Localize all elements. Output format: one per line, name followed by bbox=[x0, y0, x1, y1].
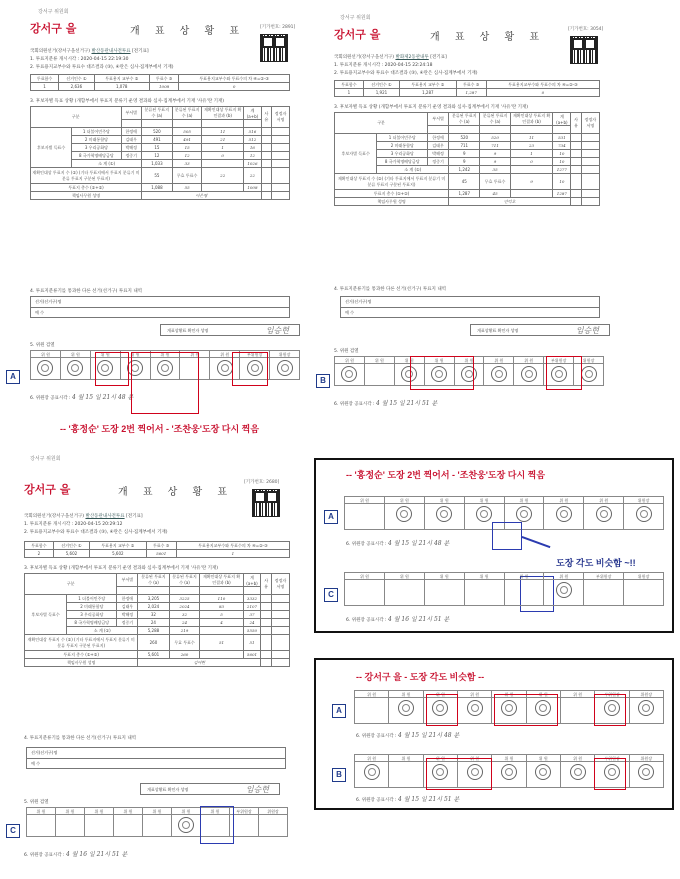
label-a: A bbox=[324, 510, 338, 524]
other-election-box: 선거(선거구)명 예 수 bbox=[340, 296, 600, 318]
highlight-stamp-2 bbox=[131, 352, 199, 414]
form-number: [기가번호: 2891] bbox=[260, 25, 296, 30]
panel-2-time-a: 6. 위원장 공표시각 : 4 월 15 일 21시 48 분 bbox=[356, 732, 460, 739]
header-table: 투표함수 선거인수 ① 투표용지 교부수 ② 투표수 ③ 투표용지교부수와 투표수의 차 ④=②-③ 2 5,602 5,602 5601 1 bbox=[24, 541, 290, 558]
header-info: 국회의원선거(강서구을선거구) 발화제2동관내투 [전기표] 1. 투표지분류 개시시각 : 2020-04-15 22:24:18 2. 투표용지교부수와 투표수 대조결과 (③), ④란은 심사·집계부에서 기재) bbox=[334, 55, 478, 76]
candidate-table: 구분 부서별 분류된 투표지 수 (a) 분류된 투표지 수 (a) 재확인대상 투표지 확인결과 (b) 계 (a+b) 사 유 정정자 서명 후보자별 득표수 1 더불어민주당 한정애 520 520 11 531 2 미래통합당 김태우 711 711 23 734 3 우리공화당 박해정 9 9 1 10 8 국가혁명배당금당 정중기 9 9 0 10 소 계 (①) 1,242 35 1277 재확인대상 투표지 수 (②) (기타 투표지에서 투표지 분류기 미분류 투표지 구분된 투표지) 45 무효 투표수 9 10 투표지 총수 (①+②) 1,287 45 1287 책임사무원 성명 안덕호 bbox=[334, 112, 600, 206]
stamp-row-c: 위 원 위 원 위 원 위 원 위 원 위 원 위 원 부위원장 위원장 bbox=[26, 807, 288, 837]
panel-1-caption: -- '홍정순' 도장 2번 찍어서 - '조찬웅'도장 다시 찍음 bbox=[346, 470, 546, 480]
section-5-title: 5. 위원 검열 bbox=[334, 349, 359, 354]
label-a: A bbox=[6, 370, 20, 384]
section-4-title: 4. 투표지분류기를 통과한 다른 선거(선거구) 투표지 내역 bbox=[334, 287, 447, 292]
seal-icon bbox=[217, 360, 233, 376]
qr-code-icon bbox=[570, 36, 598, 64]
sheet-title: 개 표 상 황 표 bbox=[430, 32, 546, 43]
stamp-row-a: 위 원 위 원 위 원 위 원 위 원 위 원 위 원 부위원장 위원장 bbox=[30, 350, 300, 380]
highlight-stamp-2 bbox=[546, 356, 582, 390]
confirmer-box: 개표상황표 확인자 성명 임승현 bbox=[140, 783, 280, 795]
highlight-stamp-3 bbox=[594, 694, 626, 726]
section-6-title: 6. 위원장 공표시각 : 4 월 15 일 21시 48 분 bbox=[30, 394, 134, 401]
header-info: 국회의원선거(강서구을선거구) 발산동관내사전투표 [전기표] 1. 투표지분류 개시시각 : 2020-04-15 20:29:12 2. 투표용지교부수와 투표수 대조결과 (③), ④란은 심사·집계부에서 기재) bbox=[24, 514, 168, 535]
section-4-title: 4. 투표지분류기를 통과한 다른 선거(선거구) 투표지 내역 bbox=[30, 289, 143, 294]
start-time: 1. 투표지분류 개시시각 : 2020-04-15 22:19:30 bbox=[30, 57, 129, 62]
tally-sheet-c bbox=[20, 455, 300, 875]
tally-sheet-a bbox=[20, 8, 320, 408]
label-a: A bbox=[332, 704, 346, 718]
candidate-table: 구분 부서별 분류된 투표지 수 (a) 분류된 투표지 수 (a) 재확인대상 투표지 확인결과 (b) 계 (a+b) 사 유 정정자 서명 후보자별 득표수 1 더불어민주당 한정애 520 505 11 516 2 미래통합당 김태우 491 491 21 512 3 우리공화당 박해정 15 15 1 16 8 국가혁명배당금당 정중기 12 12 0 12 소 계 (①) 1,033 33 1026 재확인대상 투표지 수 (②) (기타 투표지에서 투표지 분류기 미분류 투표지 구분된 투표지) 55 무효 투표수 22 22 투표지 총수 (①+②) 1,088 55 1008 책임사무원 성명 이은영 bbox=[30, 106, 290, 200]
seal-icon bbox=[491, 366, 507, 382]
highlight-stamp-3 bbox=[232, 352, 268, 386]
panel-2-stamps-b: 위 원 위 원 위 원 위 원 위 원 위 원 위 원 부위원장 위원장 bbox=[354, 754, 664, 788]
seal-icon bbox=[67, 360, 83, 376]
seal-icon bbox=[178, 817, 194, 833]
polling-unit: 발산동관내사전투표 bbox=[91, 49, 131, 54]
highlight-stamp-blue bbox=[200, 806, 234, 844]
form-number: [기가번호: 3054] bbox=[568, 27, 604, 32]
confirmer-signature: 임승현 bbox=[265, 326, 289, 335]
confirmer-box: 개표상황표 확인자 성명 임승현 bbox=[470, 324, 610, 336]
header-table: 투표함수 선거인수 ① 투표용지 교부수 ② 투표수 ③ 투표용지교부수와 투표수의 차 ④=②-③ 1 1,921 1,287 1,287 0 bbox=[334, 80, 600, 97]
qr-code-icon bbox=[260, 34, 288, 62]
section-5-title: 5. 위원 검열 bbox=[24, 800, 49, 805]
panel-2-time-b: 6. 위원장 공표시각 : 4 월 15 일 21시 51 분 bbox=[356, 796, 460, 803]
panel-1-stamps-c: 위 원 위 원 위 원 위 원 위 원 위 원 부위원장 위원장 bbox=[344, 572, 664, 606]
district-title: 강서구 을 bbox=[24, 483, 71, 496]
main-caption: -- '홍정순' 도장 2번 찍어서 - '조찬웅'도장 다시 찍음 bbox=[60, 424, 260, 434]
candidate-table: 구분 부서별 분류된 투표지 수 (a) 분류된 투표지 수 (a) 재확인대상 투표지 확인결과 (b) 계 (a+b) 사 유 정정자 서명 후보자별 득표수 1 더불어민주당 한정애 3,205 3225 110 3332 2 미래통합당 김태우 2,024 2024 83 2107 3 우리공화당 박해정 32 32 5 37 8 국가혁명배당금당 정중기 24 24 4 24 소 계 (①) 5,288 219 5550 재확인대상 투표지 수 (②) (기타 투표지에서 투표지 분류기 미분류 투표지 구분된 투표지) 260 무효 투표수 51 51 투표지 총수 (①+②) 5,601 260 5601 책임사무원 성명 김여헌 bbox=[24, 573, 290, 667]
highlight-stamp-1 bbox=[95, 352, 129, 386]
panel-1-time-c: 6. 위원장 공표시각 : 4 월 16 일 21시 51 분 bbox=[346, 616, 450, 623]
highlight-stamp-1 bbox=[410, 356, 474, 390]
section-5-title: 5. 위원 검열 bbox=[30, 343, 55, 348]
panel-1-stamps-a: 위 원 위 원 위 원 위 원 위 원 위 원 위 원 위원장 bbox=[344, 496, 664, 530]
section-3-title: 3. 후보자별 득표 상황 (개함부에서 투표지 분류기 운영 결과와 심사·집계부에서 기재 '사유'란 기재) bbox=[24, 566, 219, 571]
highlight-stamp-blue bbox=[492, 522, 522, 550]
seal-icon bbox=[37, 360, 53, 376]
label-b: B bbox=[332, 768, 346, 782]
committee-label: 강서구 위원회 bbox=[30, 456, 61, 462]
label-c: C bbox=[6, 824, 20, 838]
committee-label: 강서구 위원회 bbox=[38, 9, 69, 15]
section-6-title: 6. 위원장 공표시각 : 4 월 15 일 21시 51 분 bbox=[334, 400, 438, 407]
stamp-row-b: 위 원 위 원 위 원 위 원 위 원 위 원 위 원 부위원장 위원장 bbox=[334, 356, 604, 386]
highlight-stamp-1 bbox=[426, 758, 492, 790]
tally-sheet-b bbox=[330, 8, 630, 408]
label-c: C bbox=[324, 588, 338, 602]
district-title: 강서구 을 bbox=[334, 28, 381, 41]
panel-1-time-a: 6. 위원장 공표시각 : 4 월 15 일 21시 48 분 bbox=[346, 540, 450, 547]
header-table: 투표함수 선거인수 ① 투표용지 교부수 ② 투표수 ③ 투표용지교부수와 투표수의 차 ④=②-③ 1 2,636 1,078 1008 0 bbox=[30, 74, 290, 91]
sheet-title: 개 표 상 황 표 bbox=[130, 26, 246, 37]
sheet-title: 개 표 상 황 표 bbox=[118, 487, 234, 498]
qr-code-icon bbox=[252, 489, 280, 517]
committee-label: 강서구 위원회 bbox=[340, 15, 371, 21]
label-b: B bbox=[316, 374, 330, 388]
other-election-box: 선거(선거구)명 예 수 bbox=[26, 747, 286, 769]
panel-2-stamps-a: 위 원 위 원 위 원 위 원 위 원 위 원 위 원 부위원장 위원장 bbox=[354, 690, 664, 724]
section-3-title: 3. 후보자별 득표 상황 (개함부에서 투표지 분류기 운영 결과와 심사·집계부에서 기재 '사유'란 기재) bbox=[30, 99, 225, 104]
election-name: 국회의원선거(강서구을선거구) bbox=[30, 49, 91, 54]
section-4-title: 4. 투표지분류기를 통과한 다른 선거(선거구) 투표지 내역 bbox=[24, 736, 137, 741]
section-3-title: 3. 후보자별 득표 상황 (개함부에서 투표지 분류기 운영 결과와 심사·집계부에서 기재 '사유'란 기재) bbox=[334, 105, 529, 110]
header-info bbox=[30, 48, 260, 72]
highlight-stamp-2 bbox=[494, 694, 558, 726]
angle-caption: 도장 각도 비슷함 ~!! bbox=[556, 558, 636, 568]
confirmer-box: 개표상황표 확인자 성명 임승현 bbox=[160, 324, 300, 336]
comparison-panel-1 bbox=[314, 458, 674, 633]
highlight-stamp-2 bbox=[594, 758, 626, 790]
seal-icon bbox=[521, 366, 537, 382]
ballot-type: [전기표] bbox=[132, 49, 149, 54]
seal-icon bbox=[277, 360, 293, 376]
comparison-panel-2 bbox=[314, 658, 674, 810]
seal-icon bbox=[341, 366, 357, 382]
comparison-note: 2. 투표용지교부수와 투표수 대조결과 (③), ④란은 심사·집계부에서 기재) bbox=[30, 65, 174, 70]
highlight-stamp-1 bbox=[426, 694, 458, 726]
connector-line bbox=[522, 536, 551, 548]
other-election-box: 선거(선거구)명 예 수 bbox=[30, 296, 290, 318]
seal-icon bbox=[581, 366, 597, 382]
panel-2-caption: -- 강서구 을 - 도장 각도 비슷함 -- bbox=[356, 672, 485, 682]
form-number: [기가번호: 2680] bbox=[244, 480, 280, 485]
district-title: 강서구 을 bbox=[30, 22, 77, 35]
section-6-title: 6. 위원장 공표시각 : 4 월 16 일 21시 51 분 bbox=[24, 851, 128, 858]
